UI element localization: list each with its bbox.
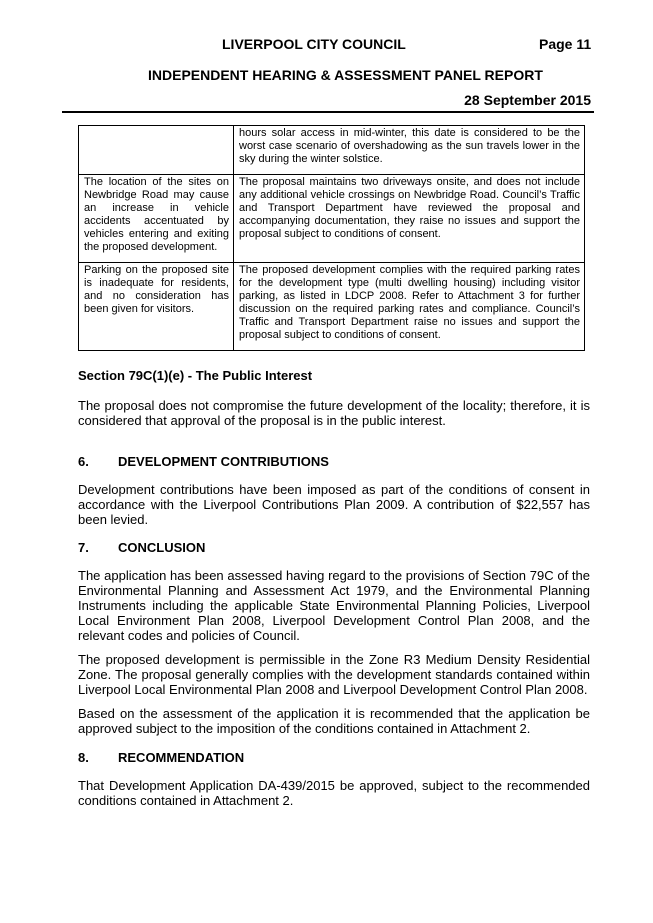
response-cell: hours solar access in mid-winter, this date is considered to be the worst case scenario of overshadowing as the sun travels lower in the sky during the winter solstice.: [234, 126, 585, 175]
response-cell: The proposed development complies with the required parking rates for the development type (multi dwelling housing) including visitor parking, as listed in LDCP 2008. Refer to Attachment 3 for further discussion on the required parking rates and compliance. Council’s Traffic and Transport Department raise no issues and support the proposal subject to conditions of consent.: [234, 263, 585, 351]
public-interest-text: The proposal does not compromise the future development of the locality; therefore, it is considered that approval of the proposal is in the public interest.: [78, 398, 590, 428]
page-number: Page 11: [539, 36, 592, 52]
table-row: [79, 126, 585, 175]
issue-cell: [79, 126, 234, 175]
council-name: LIVERPOOL CITY COUNCIL: [222, 36, 406, 52]
section-7-heading: [78, 540, 205, 555]
section-title: CONCLUSION: [118, 540, 206, 555]
header-divider: [62, 111, 594, 113]
section-number: 7.: [78, 540, 89, 555]
section-title: DEVELOPMENT CONTRIBUTIONS: [118, 454, 329, 469]
table-row: [79, 263, 585, 351]
table-row: [79, 175, 585, 263]
section-7-paragraph-2: The proposed development is permissible in the Zone R3 Medium Density Residential Zone. The proposal generally complies with the development standards contained within Liverpool Local Environmental Plan 2008 and Liverpool Development Control Plan 2008.: [78, 652, 590, 697]
section-number: 8.: [78, 750, 89, 765]
report-date: 28 September 2015: [464, 92, 591, 108]
section-7-paragraph-3: Based on the assessment of the application it is recommended that the application be approved subject to the imposition of the conditions contained in Attachment 2.: [78, 706, 590, 736]
report-title: INDEPENDENT HEARING & ASSESSMENT PANEL REPORT: [148, 67, 543, 83]
response-cell: The proposal maintains two driveways onsite, and does not include any additional vehicle crossings on Newbridge Road. Council’s Traffic and Transport Department have reviewed the proposal and accompanying documentation, they raise no issues and support the proposal subject to conditions of consent.: [234, 175, 585, 263]
section-6-text: Development contributions have been imposed as part of the conditions of consent in accordance with the Liverpool Contributions Plan 2009. A contribution of $22,557 has been levied.: [78, 482, 590, 527]
section-8-heading: [78, 750, 244, 765]
public-interest-heading: Section 79C(1)(e) - The Public Interest: [78, 368, 313, 383]
issue-cell: Parking on the proposed site is inadequate for residents, and no consideration has been given for visitors.: [79, 263, 234, 351]
section-number: 6.: [78, 454, 89, 469]
section-title: RECOMMENDATION: [118, 750, 245, 765]
issue-cell: The location of the sites on Newbridge Road may cause an increase in vehicle accidents accentuated by vehicles entering and exiting the proposed development.: [79, 175, 234, 263]
section-7-paragraph-1: The application has been assessed having regard to the provisions of Section 79C of the Environmental Planning and Assessment Act 1979, and the Environmental Planning Instruments including the applicable State Environmental Planning Policies, Liverpool Local Environment Plan 2008, Liverpool Development Control Plan 2008, and the relevant codes and policies of Council.: [78, 568, 590, 643]
section-8-text: That Development Application DA-439/2015 be approved, subject to the recommended conditions contained in Attachment 2.: [78, 778, 590, 808]
section-6-heading: [78, 454, 329, 469]
submissions-table: [78, 125, 585, 351]
